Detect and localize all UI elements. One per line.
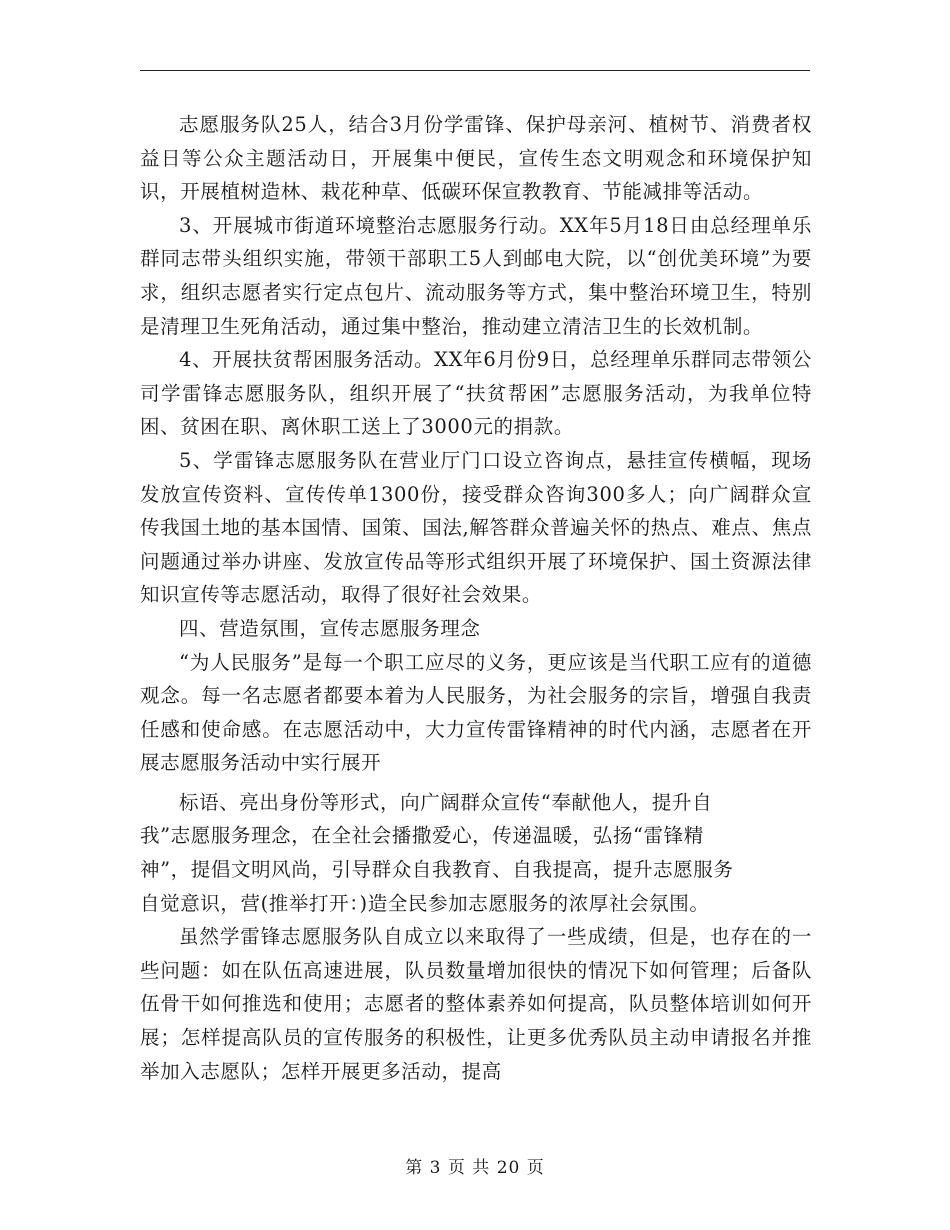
continued-line: 标语、亮出身份等形式，向广阔群众宣传“奉献他人，提升自 [179, 790, 713, 814]
paragraph-poverty-relief: 4、开展扶贫帮困服务活动。XX年6月份9日，总经理单乐群同志带领公司学雷锋志愿服务队，组织开展了“扶贫帮困”志愿服务活动，为我单位特困、贫困在职、离休职工送上了3000元的捐款。 [140, 348, 812, 439]
section-heading: 四、营造氛围，宣传志愿服务理念 [179, 616, 481, 640]
continued-line: 自觉意识，营(推举打开：)造全民参加志愿服务的浓厚社会氛围。 [140, 891, 710, 915]
continued-line: 神”，提倡文明风尚，引导群众自我教育、自我提高，提升志愿服务 [140, 858, 734, 882]
document-body [140, 108, 812, 1088]
paragraph-problems: 虽然学雷锋志愿服务队自成立以来取得了一些成绩，但是，也存在的一些问题：如在队伍高速进展，队员数量增加很快的情况下如何管理；后备队伍骨干如何推选和使用；志愿者的整体素养如何提高，队员整体培训如何开展；怎样提高队员的宣传服务的积极性，让更多优秀队员主动申请报名并推举加入志愿队；怎样开展更多活动，提高 [140, 925, 812, 1083]
page-number: 第 3 页 共 20 页 [405, 1158, 545, 1178]
header-rule [140, 70, 810, 71]
continued-paragraph [140, 786, 812, 920]
paragraph-street-cleanup: 3、开展城市街道环境整治志愿服务行动。XX年5月18日由总经理单乐群同志带头组织实施，带领干部职工5人到邮电大院，以“创优美环境”为要求，组织志愿者实行定点包片、流动服务等方式，集中整治环境卫生，特别是清理卫生死角活动，通过集中整治，推动建立清洁卫生的长效机制。 [140, 213, 812, 338]
paragraph-volunteer-team: 志愿服务队25人，结合3月份学雷锋、保护母亲河、植树节、消费者权益日等公众主题活动日，开展集中便民，宣传生态文明观念和环境保护知识，开展植树造林、栽花种草、低碳环保宣教教育、节能减排等活动。 [140, 113, 812, 204]
paragraph-consultation-point: 5、学雷锋志愿服务队在营业厅门口设立咨询点，悬挂宣传横幅，现场发放宣传资料、宣传传单1300份，接受群众咨询300多人；向广阔群众宣传我国土地的基本国情、国策、国法,解答群众普遍关怀的热点、难点、焦点问题通过举办讲座、发放宣传品等形式组织开展了环境保护、国土资源法律知识宣传等志愿活动，取得了很好社会效果。 [140, 448, 812, 607]
continued-line: 我”志愿服务理念，在全社会播撒爱心，传递温暖，弘扬“雷锋精 [140, 824, 704, 848]
paragraph-serve-people: “为人民服务”是每一个职工应尽的义务，更应该是当代职工应有的道德观念。每一名志愿者都要本着为人民服务，为社会服务的宗旨，增强自我责任感和使命感。在志愿活动中，大力宣传雷锋精神的时代内涵，志愿者在开展志愿服务活动中实行展开 [140, 650, 812, 775]
